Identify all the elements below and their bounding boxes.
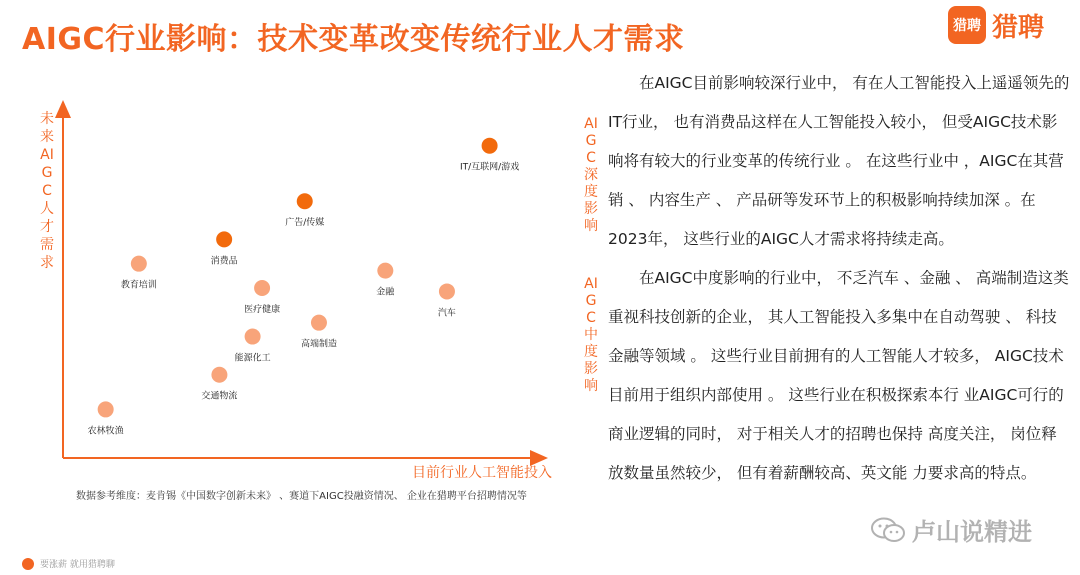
point-label-0: IT/互联网/游戏	[459, 162, 520, 173]
point-4	[377, 263, 393, 279]
point-7	[311, 315, 327, 331]
point-label-3: 教育培训	[120, 280, 157, 291]
footer-slogan: 要涨薪 就用猎聘聊	[40, 560, 115, 570]
legend-deep-impact: AIGC深度影响	[584, 116, 598, 234]
page-title: AIGC行业影响：技术变革改变传统行业人才需求	[22, 22, 685, 57]
point-10	[98, 401, 114, 417]
watermark-text: 卢山说精进	[912, 518, 1032, 546]
point-label-8: 能源化工	[234, 353, 271, 364]
data-points	[88, 138, 520, 437]
point-9	[211, 367, 227, 383]
point-0	[482, 138, 498, 154]
point-label-9: 交通物流	[201, 391, 238, 402]
point-label-7: 高端制造	[300, 339, 337, 350]
x-axis-title: 目前行业人工智能投入	[412, 465, 552, 481]
body-text	[608, 64, 1070, 493]
point-6	[439, 283, 455, 299]
point-label-1: 广告/传媒	[285, 218, 325, 229]
point-8	[245, 329, 261, 345]
scatter-chart	[0, 95, 560, 470]
point-label-4: 金融	[376, 287, 395, 298]
y-axis-title: 未来AIGC人才需求	[40, 111, 54, 271]
paragraph-deep: 在AIGC目前影响较深行业中， 有在人工智能投入上遥遥领先的IT行业， 也有消费品这样在人工智能投入较小， 但受AIGC技术影响将有较大的行业变革的传统行业 。 在这些行业中 ，AIGC在其营销 、 内容生产 、 产品研等发环节上的积极影响持续加深 。在2023年， 这些行业的AIGC人才需求将持续走高。	[608, 74, 1070, 248]
point-label-5: 医疗健康	[244, 304, 281, 315]
point-3	[131, 256, 147, 272]
point-label-6: 汽车	[437, 308, 456, 319]
source-note: 数据参考维度：麦肯锡《中国数字创新未来》 、赛道下AIGC投融资情况、 企业在猎聘平台招聘情况等	[76, 491, 527, 502]
footer-dot-icon	[22, 558, 34, 570]
point-label-10: 农林牧渔	[87, 426, 124, 437]
point-1	[297, 193, 313, 209]
footer	[22, 557, 115, 570]
legend-mid-impact: AIGC中度影响	[584, 276, 598, 394]
point-5	[254, 280, 270, 296]
wechat-icon	[870, 516, 906, 544]
logo-text: 猎聘	[992, 12, 1045, 43]
watermark	[870, 512, 1032, 547]
brand-logo	[948, 6, 1044, 44]
logo-badge: 猎聘	[948, 6, 986, 44]
point-label-2: 消费品	[210, 256, 238, 267]
paragraph-mid: 在AIGC中度影响的行业中， 不乏汽车 、金融 、 高端制造这类重视科技创新的企业， 其人工智能投入多集中在自动驾驶 、 科技金融等领域 。 这些行业目前拥有的人工智能人才较多， AIGC技术目前用于组织内部使用 。 这些行业在积极探索本行 业AIGC可行的商业逻辑的同时， 对于相关人才的招聘也保持 高度关注， 岗位释放数量虽然较少， 但有着薪酬较高、英文能 力要求高的特点。	[608, 269, 1069, 482]
point-2	[216, 231, 232, 247]
